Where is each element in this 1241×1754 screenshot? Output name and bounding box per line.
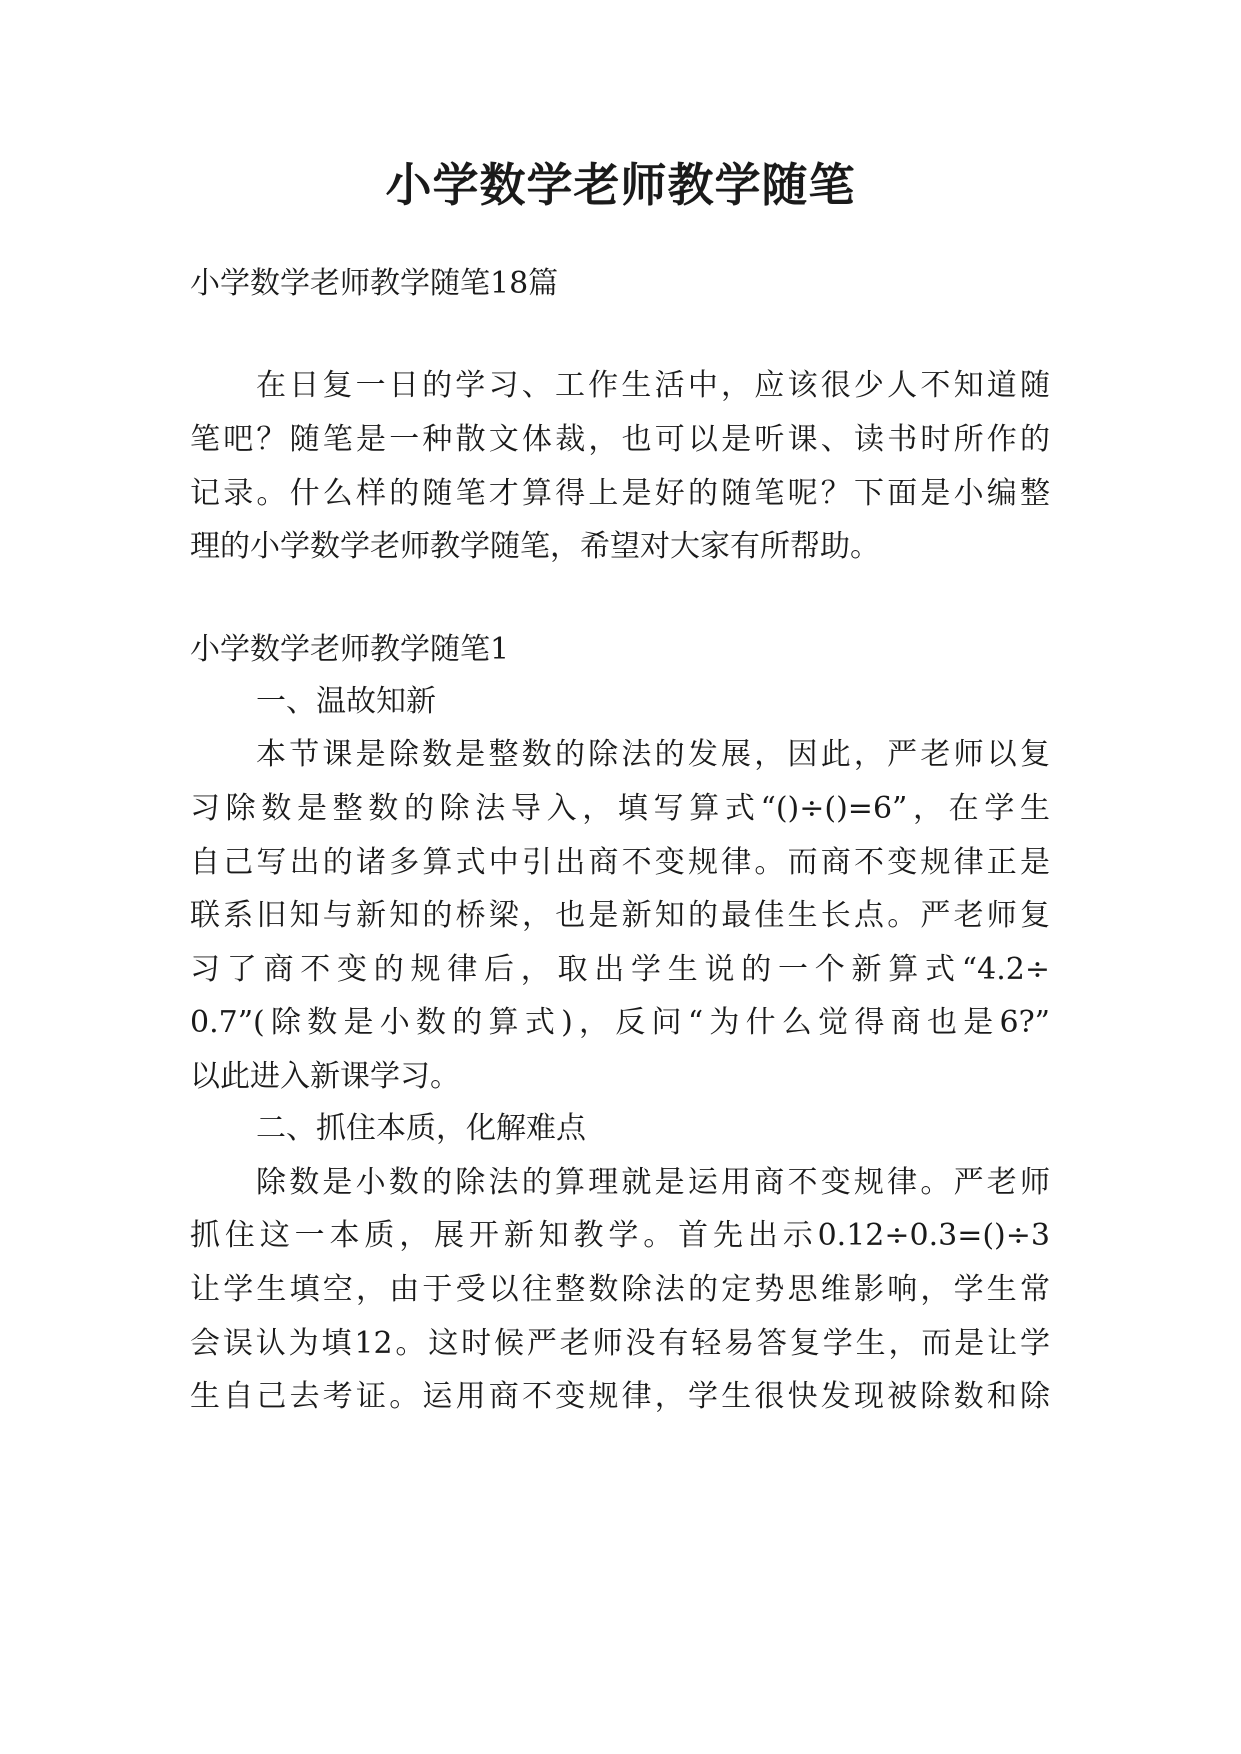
- intro-line: 理的小学数学老师教学随笔，希望对大家有所帮助。: [190, 529, 880, 564]
- intro-line: 笔吧？随笔是一种散文体裁，也可以是听课、读书时所作的: [190, 422, 1050, 457]
- intro-line: 记录。什么样的随笔才算得上是好的随笔呢？下面是小编整: [190, 476, 1050, 511]
- document-title: 小学数学老师教学随笔: [385, 158, 856, 212]
- section-heading: 小学数学老师教学随笔1: [190, 632, 510, 667]
- paragraph-line: 生自己去考证。运用商不变规律，学生很快发现被除数和除: [190, 1379, 1050, 1414]
- paragraph-line: 让学生填空，由于受以往整数除法的定势思维影响，学生常: [190, 1272, 1050, 1307]
- part-heading: 一、温故知新: [256, 684, 436, 719]
- paragraph-line: 0.7”(除数是小数的算式)，反问“为什么觉得商也是6?”: [190, 1005, 1050, 1040]
- paragraph-line: 习除数是整数的除法导入，填写算式“()÷()=6”，在学生: [190, 791, 1050, 826]
- paragraph-line: 除数是小数的除法的算理就是运用商不变规律。严老师: [256, 1165, 1050, 1200]
- part-heading: 二、抓住本质，化解难点: [256, 1111, 586, 1146]
- paragraph-line: 自己写出的诸多算式中引出商不变规律。而商不变规律正是: [190, 845, 1050, 880]
- paragraph-line: 习了商不变的规律后，取出学生说的一个新算式“4.2÷: [190, 952, 1050, 987]
- paragraph-line: 会误认为填12。这时候严老师没有轻易答复学生，而是让学: [190, 1326, 1050, 1361]
- document-subtitle: 小学数学老师教学随笔18篇: [190, 266, 559, 301]
- paragraph-line: 本节课是除数是整数的除法的发展，因此，严老师以复: [256, 737, 1050, 772]
- paragraph-line: 抓住这一本质，展开新知教学。首先出示0.12÷0.3=()÷3: [190, 1218, 1050, 1253]
- intro-line: 在日复一日的学习、工作生活中，应该很少人不知道随: [256, 368, 1050, 403]
- paragraph-line: 以此进入新课学习。: [190, 1059, 460, 1094]
- paragraph-line: 联系旧知与新知的桥梁，也是新知的最佳生长点。严老师复: [190, 898, 1050, 933]
